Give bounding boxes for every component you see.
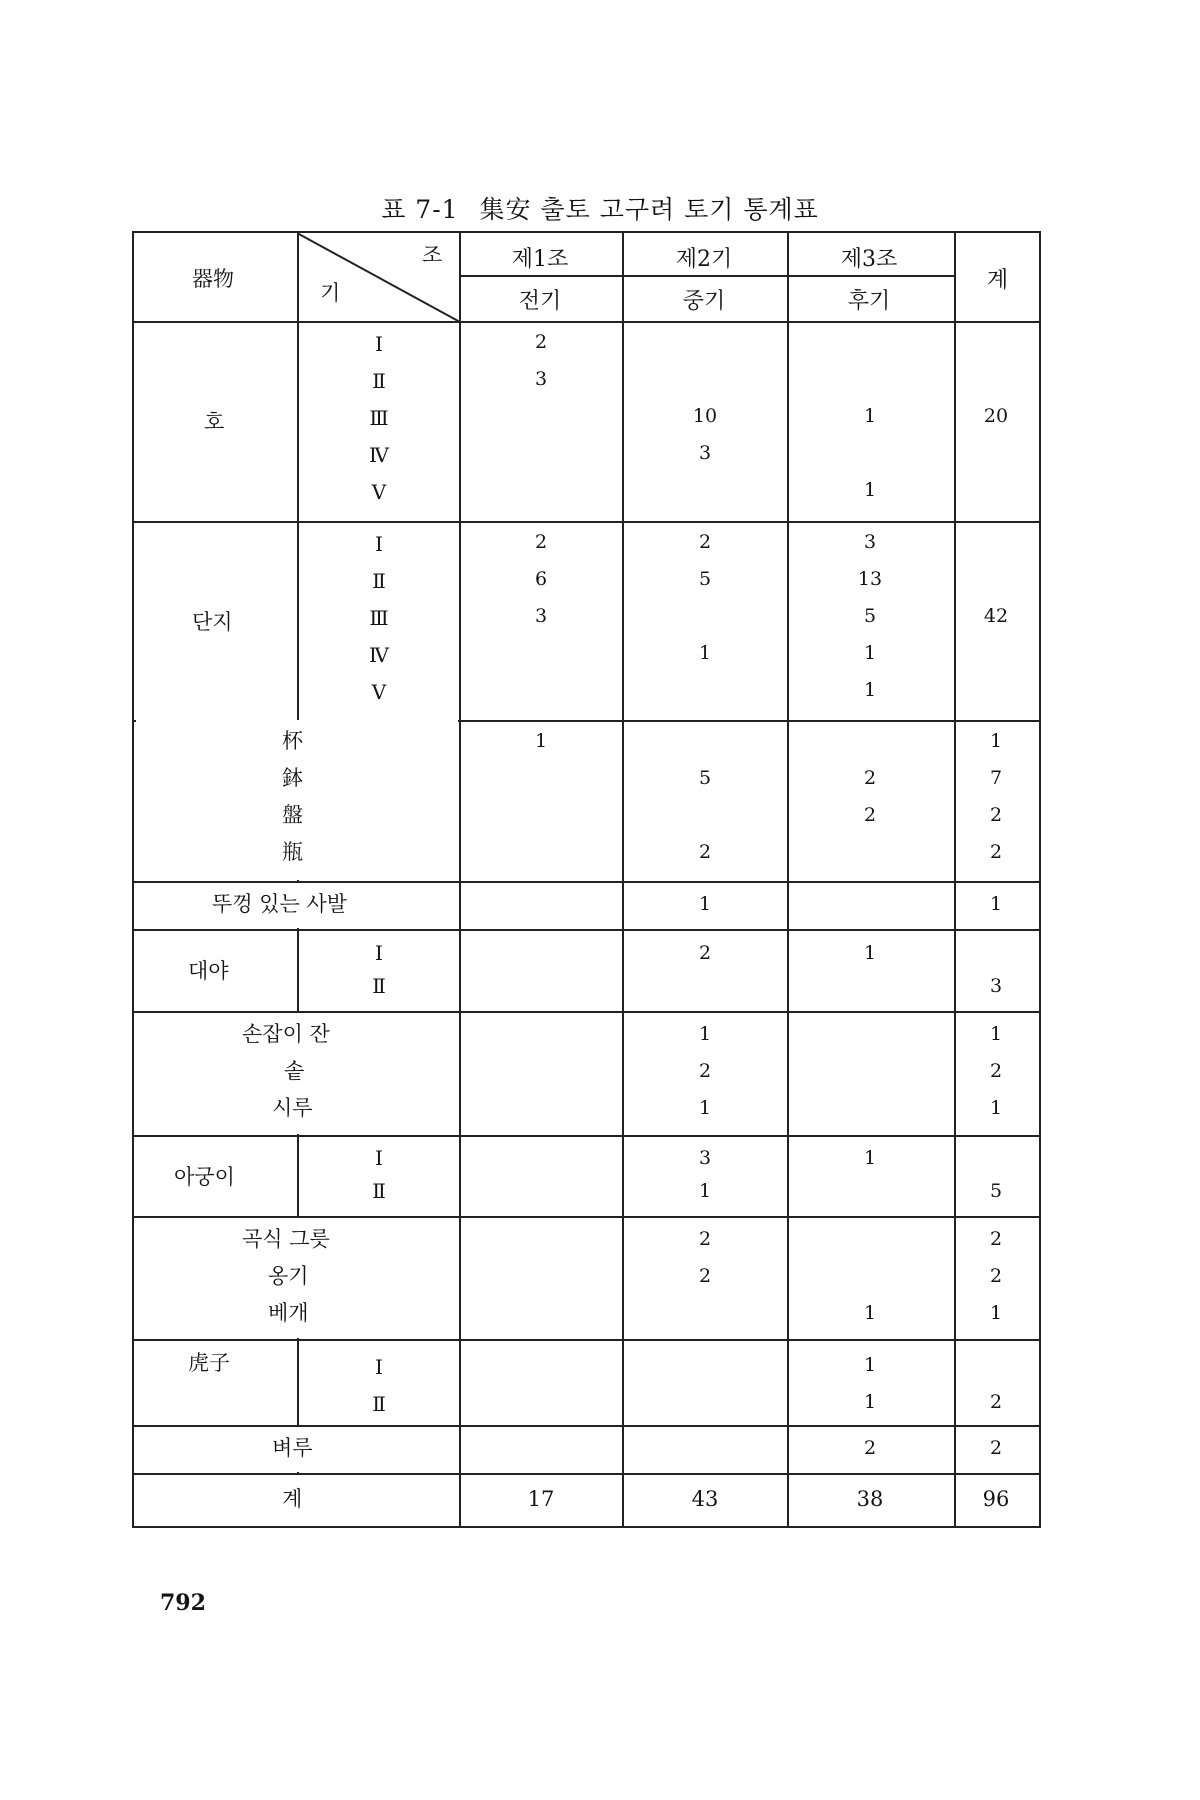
table-label: 표 7-1: [381, 195, 459, 224]
sum-g1: 17: [527, 1487, 555, 1511]
cups-total: 2: [989, 841, 1003, 863]
steamer-label: 시루: [272, 1096, 313, 1120]
header-inner-line: [459, 275, 954, 277]
agungi-total: 5: [989, 1180, 1003, 1202]
misc2-total: 1: [989, 1302, 1003, 1324]
phase1-header: 전기: [518, 289, 562, 314]
object-column-header: 器物: [192, 267, 234, 291]
ho-type: Ⅲ: [369, 406, 389, 430]
misc2-g2: 2: [698, 1228, 712, 1250]
danji-g2: 5: [698, 568, 712, 590]
cups-total: 7: [989, 767, 1003, 789]
daeya-g3: 1: [863, 942, 877, 964]
misc1-g2: 1: [698, 1023, 712, 1045]
cups-g3: 2: [863, 767, 877, 789]
agungi-g3: 1: [863, 1147, 877, 1169]
danji-g1: 3: [534, 605, 548, 627]
row-divider: [134, 929, 1039, 931]
daeya-g2: 2: [698, 942, 712, 964]
inkstone-g3: 2: [863, 1437, 877, 1459]
danji-g3: 13: [857, 568, 883, 590]
ho-type: Ⅰ: [375, 332, 383, 356]
danji-type: Ⅳ: [369, 643, 389, 667]
danji-g3: 3: [863, 531, 877, 553]
daeya-type: Ⅱ: [372, 974, 386, 998]
cups-g3: 2: [863, 804, 877, 826]
misc1-g2: 2: [698, 1060, 712, 1082]
phase-axis-label: 기: [320, 281, 341, 305]
misc1-total: 1: [989, 1023, 1003, 1045]
misc1-total: 2: [989, 1060, 1003, 1082]
cups-total: 1: [989, 730, 1003, 752]
pot-label: 솥: [284, 1059, 305, 1083]
hoja-total: 2: [989, 1391, 1003, 1413]
grain-vessel-label: 곡식 그릇: [242, 1227, 330, 1251]
ho-label: 호: [204, 410, 225, 434]
ho-g2: 10: [692, 405, 718, 427]
phase2-header: 중기: [682, 289, 726, 314]
row-divider: [134, 521, 1039, 523]
daeya-type: Ⅰ: [375, 941, 383, 965]
hoja-label: 虎子: [188, 1351, 230, 1375]
ho-type: Ⅱ: [372, 369, 386, 393]
danji-g1: 2: [534, 531, 548, 553]
danji-type: Ⅲ: [369, 606, 389, 630]
danji-g2: 2: [698, 531, 712, 553]
group-axis-label: 조: [422, 243, 443, 267]
cup-label: 杯: [282, 729, 303, 753]
danji-type: Ⅰ: [375, 532, 383, 556]
bottle-label: 瓶: [282, 840, 303, 864]
ho-g3: 1: [863, 405, 877, 427]
danji-g2: 1: [698, 642, 712, 664]
cups-g2: 2: [698, 841, 712, 863]
danji-g3: 1: [863, 679, 877, 701]
onggi-label: 옹기: [268, 1264, 309, 1288]
ho-type: Ⅴ: [371, 480, 387, 504]
hoja-type: Ⅱ: [372, 1392, 386, 1416]
cups-g1: 1: [534, 730, 548, 752]
inkstone-total: 2: [989, 1437, 1003, 1459]
misc1-total: 1: [989, 1097, 1003, 1119]
inkstone-label: 벼루: [272, 1436, 313, 1460]
hoja-g3: 1: [863, 1391, 877, 1413]
ho-type: Ⅳ: [369, 443, 389, 467]
agungi-type: Ⅰ: [375, 1146, 383, 1170]
cups-g2: 5: [698, 767, 712, 789]
danji-total: 42: [983, 605, 1009, 627]
hoja-type: Ⅰ: [375, 1355, 383, 1379]
danji-g1: 6: [534, 568, 548, 590]
row-divider: [134, 321, 1039, 323]
danji-g3: 5: [863, 605, 877, 627]
lid-bowl-g2: 1: [698, 893, 712, 915]
misc1-g2: 1: [698, 1097, 712, 1119]
table-title: 集安 출토 고구려 토기 통계표: [479, 195, 819, 224]
agungi-label: 아궁이: [174, 1165, 235, 1189]
daeya-label: 대야: [188, 959, 229, 983]
ho-g3: 1: [863, 479, 877, 501]
ho-g1: 3: [534, 368, 548, 390]
lid-bowl-total: 1: [989, 893, 1003, 915]
page-number: 792: [160, 1590, 206, 1616]
agungi-g2: 3: [698, 1147, 712, 1169]
row-divider: [134, 1339, 1039, 1341]
danji-type: Ⅱ: [372, 569, 386, 593]
dish-label: 盤: [282, 803, 303, 827]
danji-label: 단지: [192, 610, 233, 634]
group3-header: 제3조: [840, 247, 898, 272]
ho-g2: 3: [698, 442, 712, 464]
misc2-total: 2: [989, 1228, 1003, 1250]
sum-g2: 43: [691, 1487, 719, 1511]
misc2-g2: 2: [698, 1265, 712, 1287]
group2-header: 제2기: [675, 247, 733, 272]
pillow-label: 베개: [268, 1301, 309, 1325]
total-header: 계: [986, 268, 1009, 293]
handle-cup-label: 손잡이 잔: [242, 1022, 330, 1046]
row-divider: [134, 1135, 1039, 1137]
hoja-g3: 1: [863, 1354, 877, 1376]
cups-total: 2: [989, 804, 1003, 826]
group1-header: 제1조: [511, 247, 569, 272]
ho-g1: 2: [534, 331, 548, 353]
lid-bowl-label: 뚜껑 있는 사발: [212, 892, 348, 916]
ho-total: 20: [983, 405, 1009, 427]
phase3-header: 후기: [847, 289, 891, 314]
agungi-type: Ⅱ: [372, 1179, 386, 1203]
danji-g3: 1: [863, 642, 877, 664]
daeya-total: 3: [989, 975, 1003, 997]
sum-g3: 38: [856, 1487, 884, 1511]
misc2-g3: 1: [863, 1302, 877, 1324]
bowl-label: 鉢: [282, 766, 303, 790]
sum-total: 96: [982, 1487, 1010, 1511]
misc2-total: 2: [989, 1265, 1003, 1287]
table-caption: [0, 190, 1200, 226]
sum-label: 계: [282, 1487, 303, 1511]
agungi-g2: 1: [698, 1180, 712, 1202]
danji-type: Ⅴ: [371, 680, 387, 704]
statistics-table: [132, 231, 1041, 1528]
